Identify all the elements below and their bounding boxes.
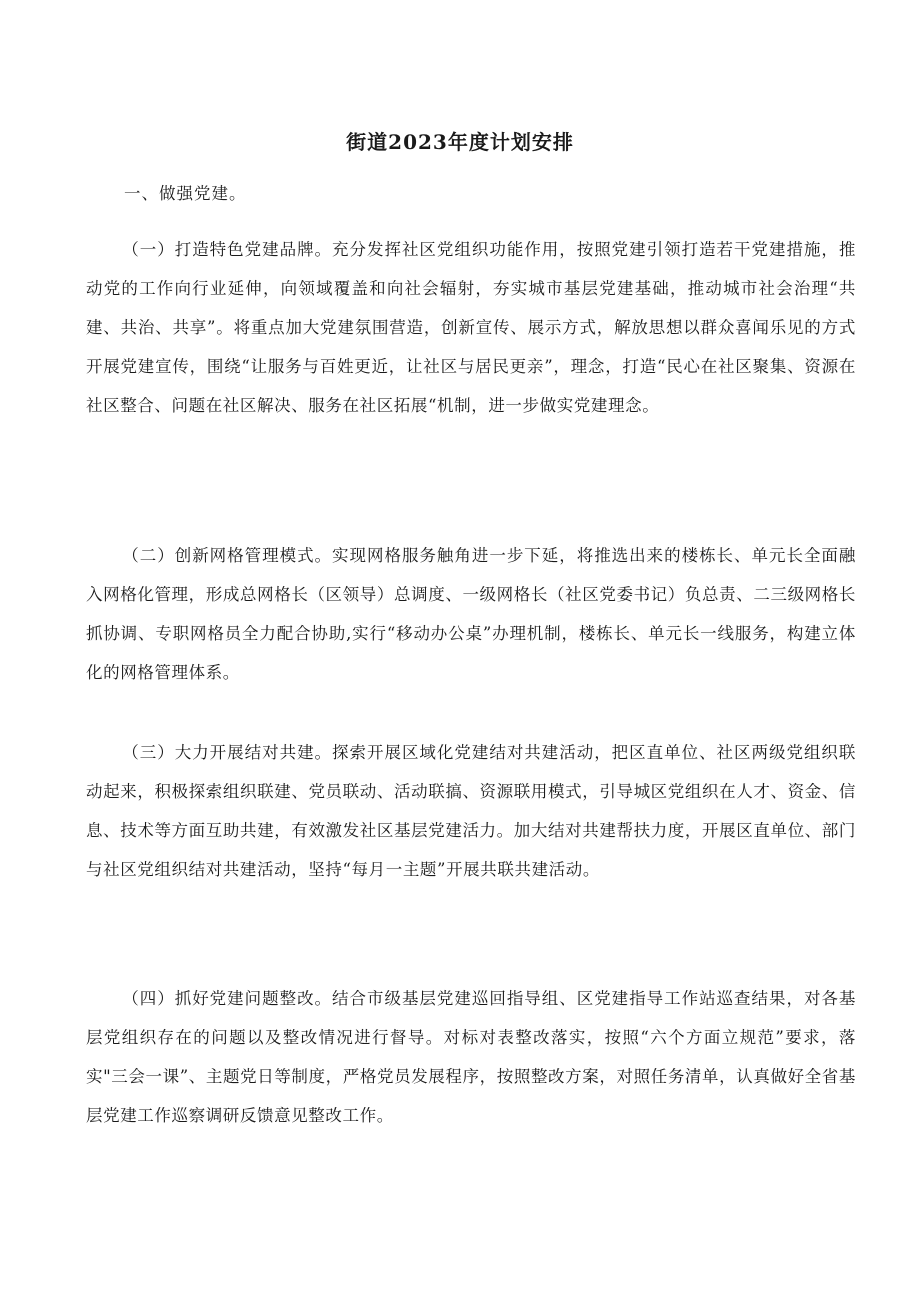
paragraph-rectification: （四）抓好党建问题整改。结合市级基层党建巡回指导组、区党建指导工作站巡查结果，对各基层党组织存在的问题以及整改情况进行督导。对标对表整改落实，按照“六个方面立规范”要求，落实"三会一课”、主题党日等制度，严格党员发展程序，按照整改方案，对照任务清单，认真做好全省基层党建工作巡察调研反馈意见整改工作。	[86, 989, 856, 1125]
paragraph-grid-management: （二）创新网格管理模式。实现网格服务触角进一步下延，将推选出来的楼栋长、单元长全面融入网格化管理，形成总网格长（区领导）总调度、一级网格长（社区党委书记）负总责、二三级网格长抓协调、专职网格员全力配合协助,实行“移动办公桌”办理机制，楼栋长、单元长一线服务，构建立体化的网格管理体系。	[86, 546, 856, 682]
section-heading: 一、做强党建。	[124, 184, 247, 203]
paragraph-paired-building: （三）大力开展结对共建。探索开展区域化党建结对共建活动，把区直单位、社区两级党组织联动起来，积极探索组织联建、党员联动、活动联搞、资源联用模式，引导城区党组织在人才、资金、信息、技术等方面互助共建，有效激发社区基层党建活力。加大结对共建帮扶力度，开展区直单位、部门与社区党组织结对共建活动，坚持“每月一主题”开展共联共建活动。	[86, 743, 856, 879]
paragraph-party-brand: （一）打造特色党建品牌。充分发挥社区党组织功能作用，按照党建引领打造若干党建措施，推动党的工作向行业延伸，向领域覆盖和向社会辐射，夯实城市基层党建基础，推动城市社会治理“共建、共治、共享”。将重点加大党建氛围营造，创新宣传、展示方式，解放思想以群众喜闻乐见的方式开展党建宣传，围绕“让服务与百姓更近，让社区与居民更亲”，理念，打造“民心在社区聚集、资源在社区整合、问题在社区解决、服务在社区拓展“机制，进一步做实党建理念。	[86, 240, 856, 415]
document-title: 街道2023年度计划安排	[346, 130, 574, 154]
